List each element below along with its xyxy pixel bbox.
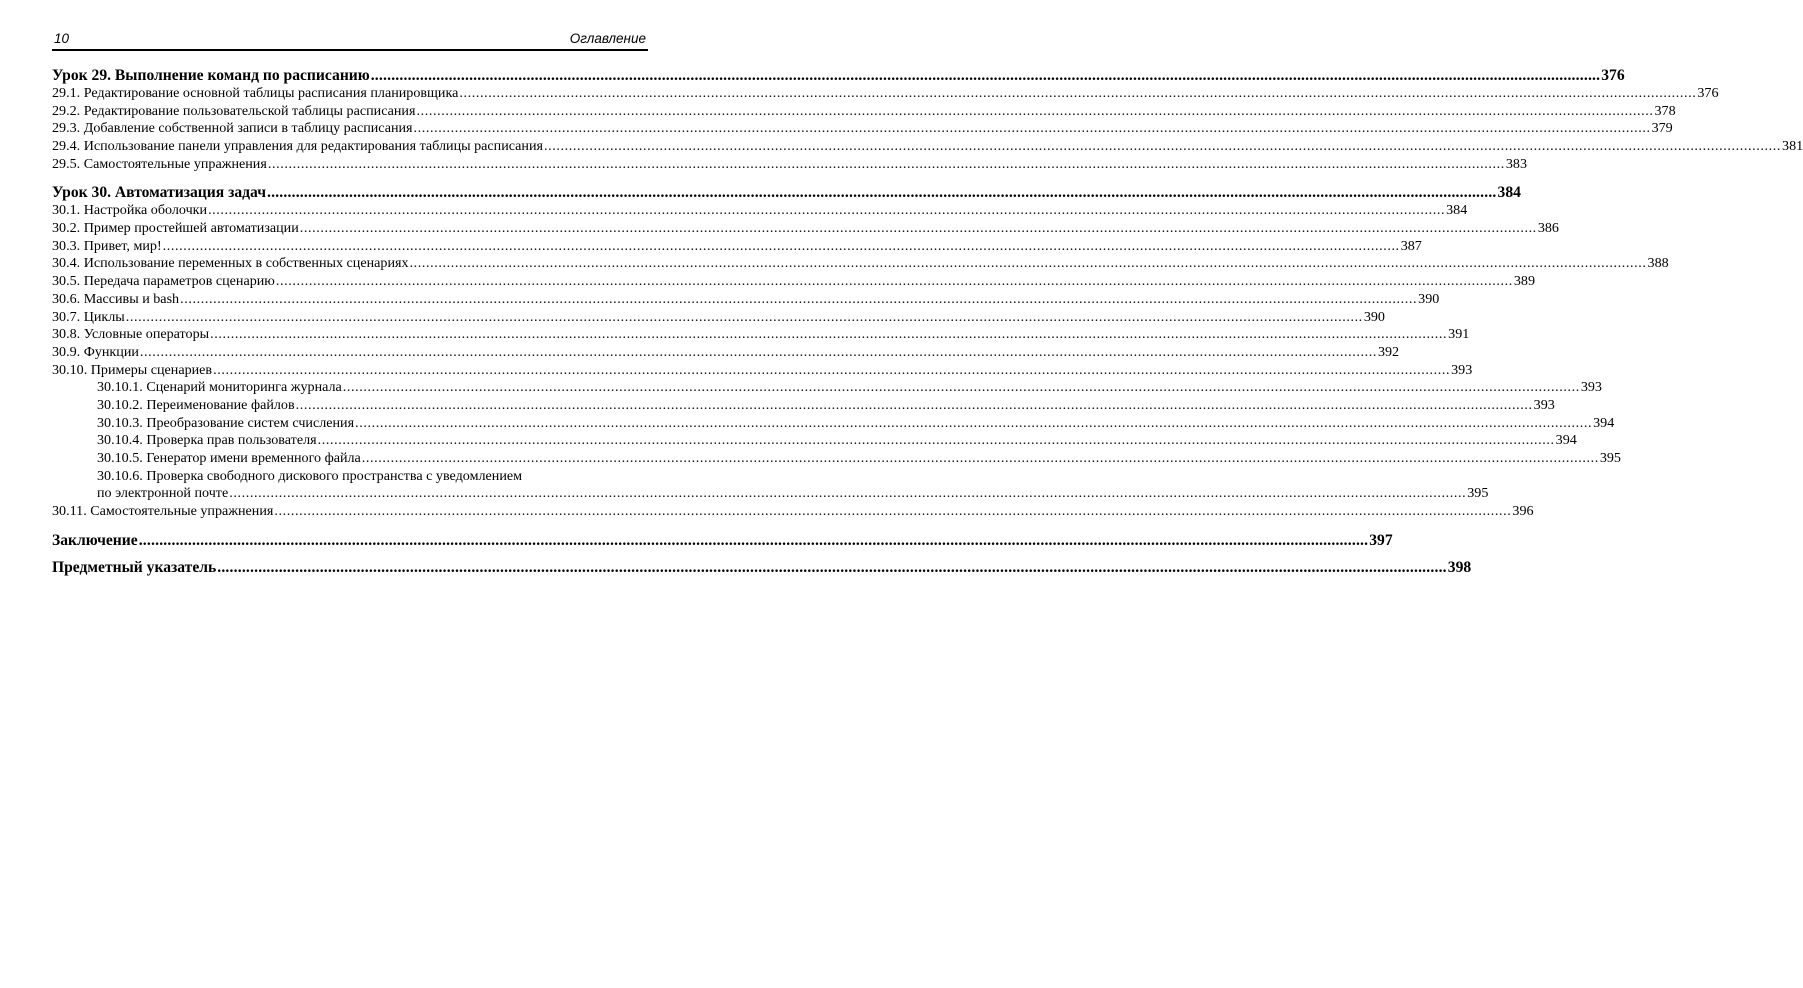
spacer bbox=[52, 173, 648, 183]
dot-leader: ............................................................................................................................................................................................................................................................................................................ bbox=[139, 343, 1377, 360]
dot-leader: ............................................................................................................................................................................................................................................................................................................ bbox=[274, 503, 1512, 520]
dot-leader: ............................................................................................................................................................................................................................................................................................................ bbox=[180, 290, 1418, 307]
toc-page-number: 394 bbox=[1555, 432, 1577, 449]
toc-page-number: 396 bbox=[1512, 503, 1534, 520]
toc-item-label: 30.5. Передача параметров сценарию bbox=[52, 273, 275, 290]
toc-item[interactable] bbox=[52, 503, 1534, 521]
toc-item-label: 30.1. Настройка оболочки bbox=[52, 202, 208, 219]
toc-chapter-title: Заключение bbox=[52, 531, 138, 549]
toc-page-number: 387 bbox=[1400, 237, 1422, 254]
toc-item-label: 30.9. Функции bbox=[52, 343, 139, 360]
toc-item-label: 30.10. Примеры сценариев bbox=[52, 361, 213, 378]
toc-page-number: 395 bbox=[1599, 450, 1621, 467]
toc-subitem-multiline[interactable] bbox=[52, 468, 648, 486]
running-header bbox=[52, 31, 648, 51]
toc-item-label: 30.6. Массивы и bash bbox=[52, 290, 180, 307]
toc-item[interactable] bbox=[52, 155, 1528, 174]
dot-leader: ............................................................................................................................................................................................................................................................................................................ bbox=[409, 255, 1647, 272]
toc-chapter-30[interactable] bbox=[52, 183, 1521, 202]
toc-item[interactable] bbox=[52, 326, 1470, 344]
toc-item-label: 30.10.4. Проверка прав пользователя bbox=[97, 432, 317, 449]
toc-item-label: 30.10.6. Проверка свободного дискового пространства с уведомлением bbox=[97, 467, 523, 484]
toc-item-label: 30.4. Использование переменных в собственных сценариях bbox=[52, 255, 409, 272]
toc-page-number: 391 bbox=[1448, 326, 1470, 343]
toc-item[interactable] bbox=[52, 120, 1673, 138]
dot-leader: ............................................................................................................................................................................................................................................................................................................ bbox=[413, 120, 1651, 137]
toc-chapter-29[interactable] bbox=[52, 66, 1625, 85]
spacer bbox=[52, 521, 648, 531]
section-title: Оглавление bbox=[569, 31, 646, 46]
toc-item-label: 30.11. Самостоятельные упражнения bbox=[52, 503, 274, 520]
dot-leader: ............................................................................................................................................................................................................................................................................................................ bbox=[267, 155, 1505, 172]
toc-subitem-continuation[interactable] bbox=[52, 485, 1489, 503]
toc-item-label: 29.4. Использование панели управления для редактирования таблицы расписания bbox=[52, 138, 543, 155]
spacer bbox=[52, 550, 648, 558]
toc-item[interactable] bbox=[52, 84, 1719, 103]
toc-item-label-continued: по электронной почте bbox=[97, 485, 229, 502]
toc-item[interactable] bbox=[52, 343, 1400, 362]
toc-item-label: 30.10.1. Сценарий мониторинга журнала bbox=[97, 379, 342, 396]
toc-page-number: 390 bbox=[1363, 308, 1385, 325]
dot-leader: ............................................................................................................................................................................................................................................................................................................ bbox=[217, 558, 1447, 576]
toc-item-label: 30.10.2. Переименование файлов bbox=[97, 396, 295, 413]
dot-leader: ............................................................................................................................................................................................................................................................................................................ bbox=[267, 184, 1497, 202]
toc-page-number: 393 bbox=[1451, 361, 1473, 378]
toc-item-label: 29.1. Редактирование основной таблицы расписания планировщика bbox=[52, 84, 459, 101]
toc-page-number: 392 bbox=[1377, 343, 1400, 360]
toc-item-label: 30.10.5. Генератор имени временного файла bbox=[97, 450, 361, 467]
toc-item-label: 30.8. Условные операторы bbox=[52, 326, 210, 343]
dot-leader: ............................................................................................................................................................................................................................................................................................................ bbox=[416, 102, 1654, 119]
toc-page-number: 388 bbox=[1647, 255, 1669, 272]
toc-item[interactable] bbox=[52, 255, 1669, 274]
toc-item-label: 29.3. Добавление собственной записи в таблицу расписания bbox=[52, 120, 413, 137]
dot-leader: ............................................................................................................................................................................................................................................................................................................ bbox=[317, 432, 1555, 449]
toc-page-number: 393 bbox=[1533, 396, 1555, 413]
toc-subitem[interactable] bbox=[52, 414, 1615, 433]
toc-item[interactable] bbox=[52, 273, 1536, 291]
toc-page-number: 381 bbox=[1782, 138, 1803, 155]
toc-index[interactable] bbox=[52, 558, 1472, 577]
toc-page-number: 397 bbox=[1369, 531, 1393, 549]
toc-page-number: 389 bbox=[1513, 273, 1536, 290]
toc-subitem[interactable] bbox=[52, 379, 1602, 397]
toc-subitem[interactable] bbox=[52, 432, 1577, 450]
toc-item[interactable] bbox=[52, 237, 1422, 256]
dot-leader: ............................................................................................................................................................................................................................................................................................................ bbox=[299, 220, 1537, 237]
toc-item[interactable] bbox=[52, 138, 1803, 156]
dot-leader: ............................................................................................................................................................................................................................................................................................................ bbox=[355, 414, 1593, 431]
toc-page-number: 384 bbox=[1497, 184, 1521, 202]
toc-page-number: 376 bbox=[1601, 67, 1625, 84]
toc-item[interactable] bbox=[52, 308, 1385, 327]
dot-leader: ............................................................................................................................................................................................................................................................................................................ bbox=[544, 138, 1782, 155]
toc-chapter-title: Урок 29. Выполнение команд по расписанию bbox=[52, 67, 370, 84]
dot-leader: ............................................................................................................................................................................................................................................................................................................ bbox=[208, 202, 1446, 219]
toc-page-number: 383 bbox=[1505, 155, 1528, 172]
toc-page-number: 393 bbox=[1580, 379, 1602, 396]
toc-item[interactable] bbox=[52, 290, 1440, 309]
table-of-contents bbox=[52, 66, 1803, 577]
toc-page-number: 386 bbox=[1537, 220, 1559, 237]
toc-page-number: 379 bbox=[1651, 120, 1673, 137]
toc-item-label: 30.3. Привет, мир! bbox=[52, 237, 162, 254]
toc-page-number: 390 bbox=[1418, 290, 1440, 307]
toc-page-number: 378 bbox=[1654, 102, 1676, 119]
toc-page-number: 384 bbox=[1446, 202, 1468, 219]
dot-leader: ............................................................................................................................................................................................................................................................................................................ bbox=[342, 379, 1580, 396]
toc-page-number: 398 bbox=[1447, 558, 1472, 576]
dot-leader: ............................................................................................................................................................................................................................................................................................................ bbox=[361, 450, 1599, 467]
toc-item[interactable] bbox=[52, 102, 1676, 121]
dot-leader: ............................................................................................................................................................................................................................................................................................................ bbox=[125, 308, 1363, 325]
toc-chapter-title: Урок 30. Автоматизация задач bbox=[52, 184, 266, 202]
toc-page-number: 394 bbox=[1593, 414, 1615, 431]
toc-page-number: 376 bbox=[1697, 84, 1719, 101]
toc-chapter-title: Предметный указатель bbox=[52, 558, 217, 576]
dot-leader: ............................................................................................................................................................................................................................................................................................................ bbox=[138, 531, 1369, 549]
toc-item-label: 30.7. Циклы bbox=[52, 308, 125, 325]
toc-item-label: 30.10.3. Преобразование систем счисления bbox=[97, 414, 355, 431]
toc-item-label: 29.2. Редактирование пользовательской таблицы расписания bbox=[52, 102, 416, 119]
toc-item-label: 29.5. Самостоятельные упражнения bbox=[52, 155, 267, 172]
toc-conclusion[interactable] bbox=[52, 531, 1393, 550]
dot-leader: ............................................................................................................................................................................................................................................................................................................ bbox=[275, 273, 1513, 290]
toc-item-label: 30.2. Пример простейшей автоматизации bbox=[52, 220, 299, 237]
toc-page-number: 395 bbox=[1467, 485, 1489, 502]
dot-leader: ............................................................................................................................................................................................................................................................................................................ bbox=[370, 67, 1601, 84]
toc-item[interactable] bbox=[52, 361, 1473, 380]
dot-leader: ............................................................................................................................................................................................................................................................................................................ bbox=[459, 84, 1697, 101]
dot-leader: ............................................................................................................................................................................................................................................................................................................ bbox=[162, 237, 1400, 254]
dot-leader: ............................................................................................................................................................................................................................................................................................................ bbox=[213, 361, 1451, 378]
dot-leader: ............................................................................................................................................................................................................................................................................................................ bbox=[295, 396, 1533, 413]
toc-subitem[interactable] bbox=[52, 450, 1621, 468]
page-number: 10 bbox=[54, 31, 70, 46]
dot-leader: ............................................................................................................................................................................................................................................................................................................ bbox=[210, 326, 1448, 343]
toc-subitem[interactable] bbox=[52, 396, 1555, 415]
toc-item[interactable] bbox=[52, 220, 1559, 238]
dot-leader: ............................................................................................................................................................................................................................................................................................................ bbox=[229, 485, 1467, 502]
toc-item[interactable] bbox=[52, 202, 1468, 220]
